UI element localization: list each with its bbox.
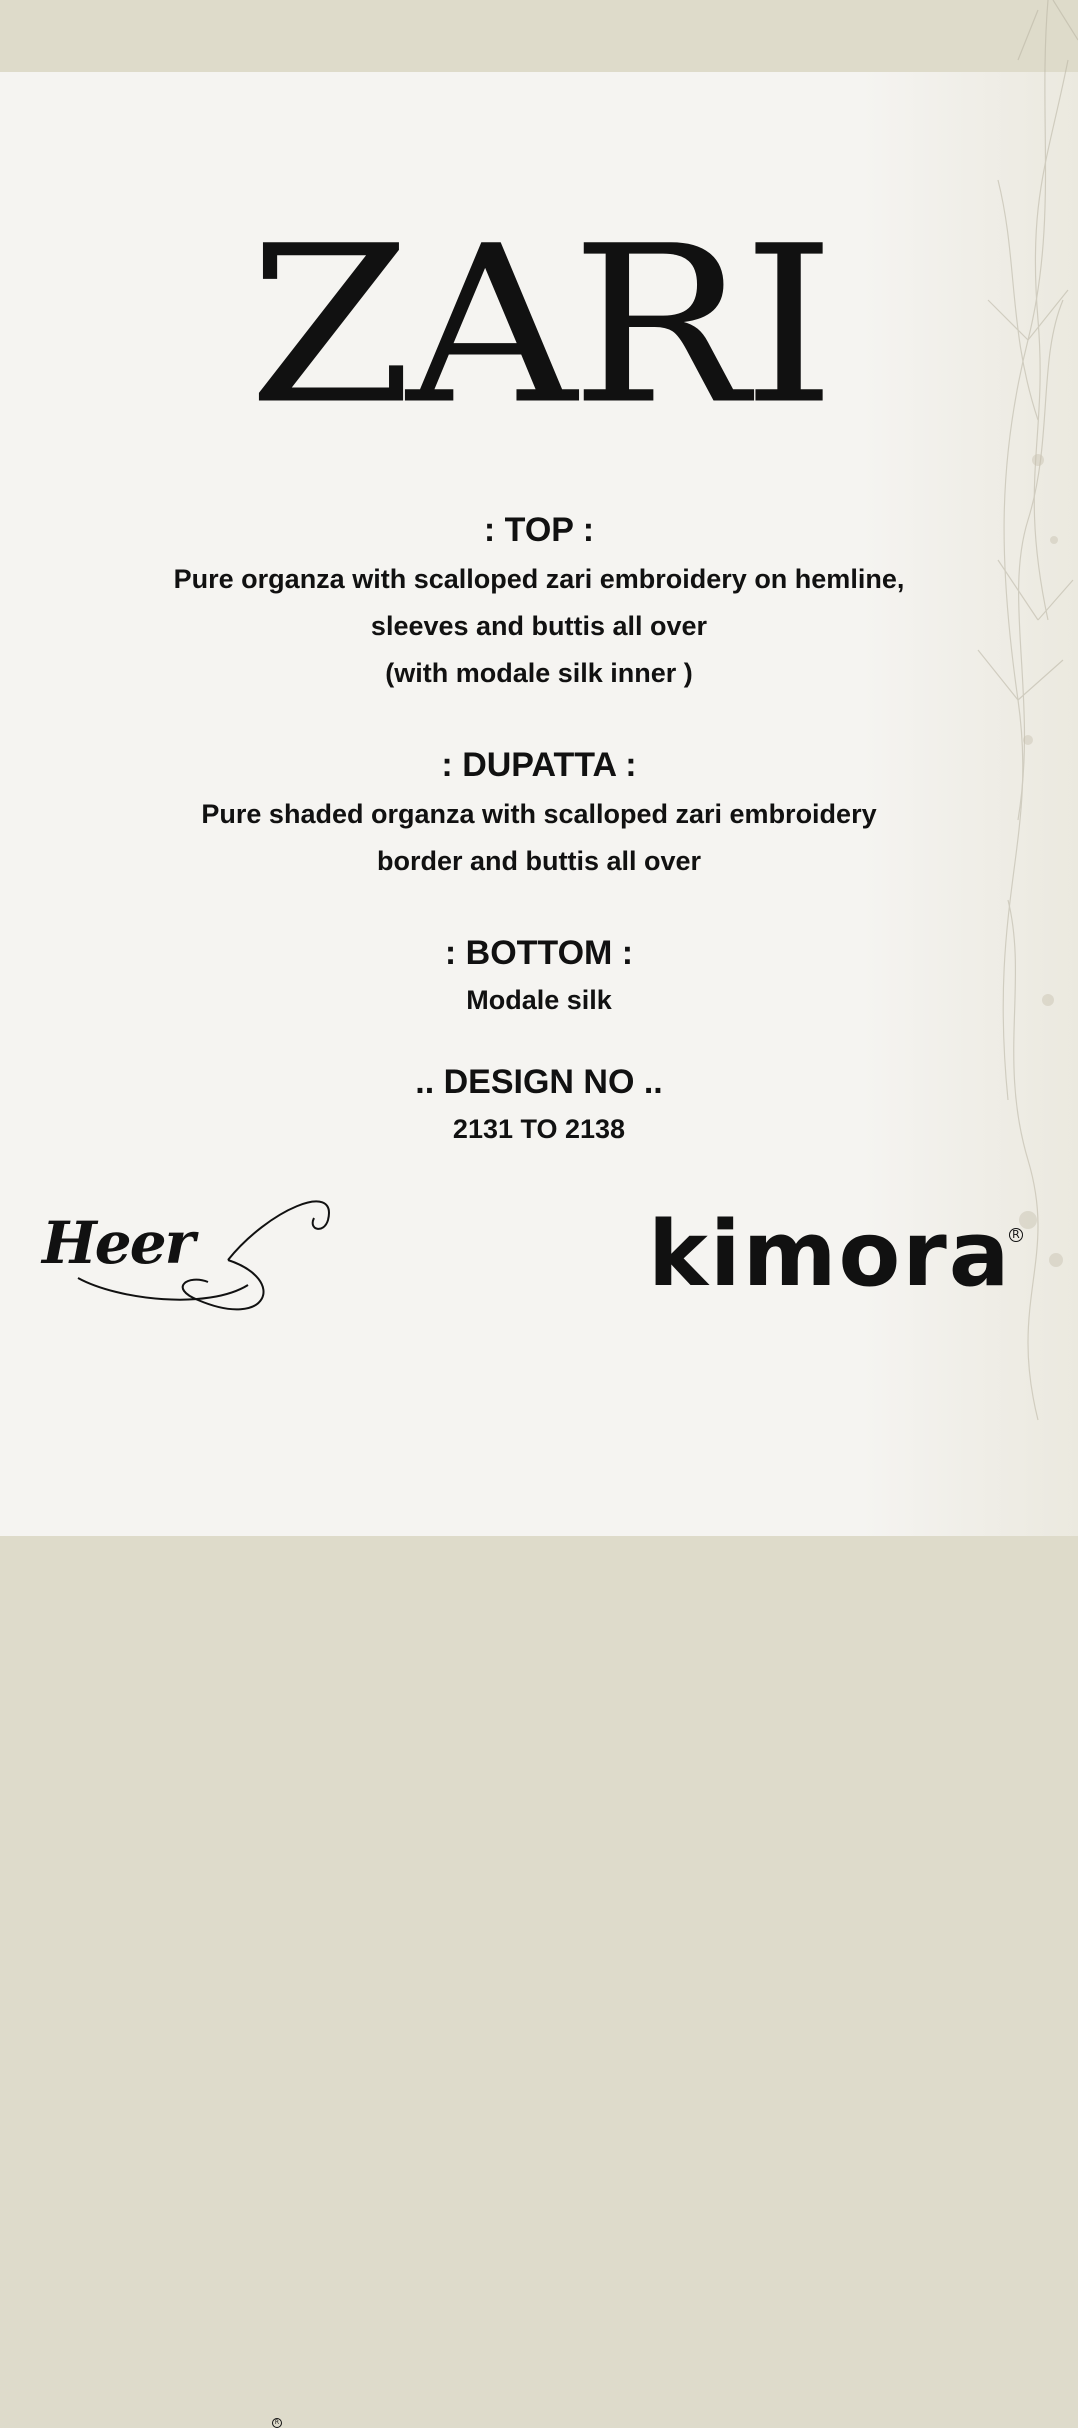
description-line: Modale silk: [466, 985, 612, 1015]
description-line: (with modale silk inner ): [385, 658, 693, 688]
collection-title: ZARI: [248, 199, 830, 453]
section-bottom: [0, 933, 1078, 1021]
top-band: [0, 0, 1078, 72]
heer-wordmark: Heer: [42, 1209, 194, 1277]
registered-mark-icon: R: [272, 2418, 282, 2428]
description-line: Pure shaded organza with scalloped zari embroidery: [201, 799, 877, 829]
section-heading-design-no: .. DESIGN NO ..: [415, 1063, 663, 1101]
section-heading-dupatta: : DUPATTA :: [441, 746, 637, 784]
bottom-band: [0, 1536, 1078, 1600]
kimora-logo: kimora: [648, 1202, 1012, 1307]
description-line: Pure organza with scalloped zari embroidery on hemline,: [173, 564, 905, 594]
section-design-no: [0, 1062, 1078, 1150]
heer-logo: [38, 1190, 338, 2426]
section-dupatta: [0, 745, 1078, 885]
section-top: [0, 510, 1078, 697]
section-heading-bottom: : BOTTOM :: [444, 934, 634, 972]
registered-mark-icon: R: [1009, 1228, 1023, 1242]
description-line: sleeves and buttis all over: [370, 611, 708, 641]
description-line: border and buttis all over: [376, 846, 702, 876]
design-number-range: 2131 TO 2138: [452, 1114, 626, 1144]
section-heading-top: : TOP :: [483, 511, 595, 549]
